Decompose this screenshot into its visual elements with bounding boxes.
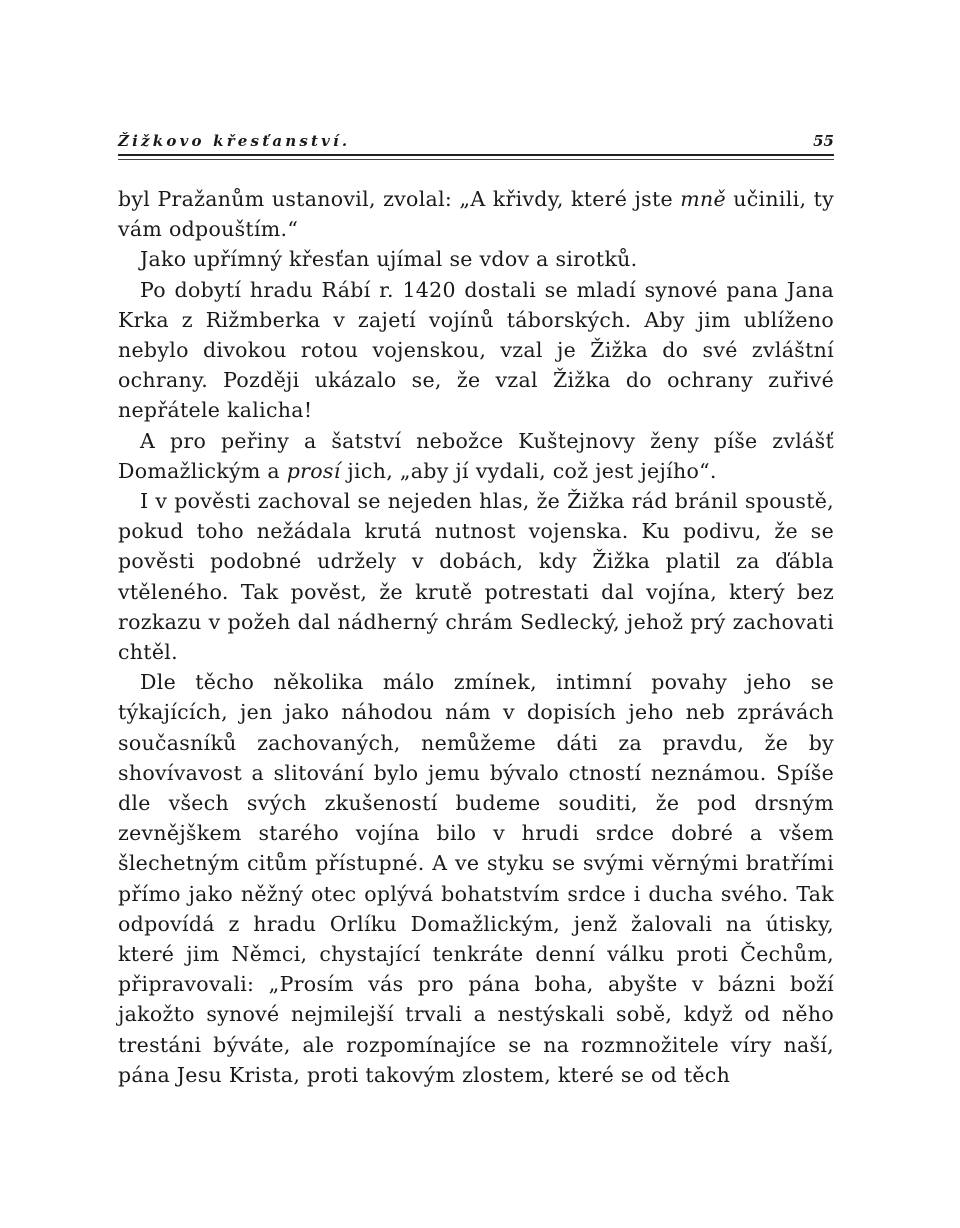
paragraph-text: jich, „aby jí vydali, což jest jejího“. — [340, 458, 717, 483]
book-page — [118, 130, 834, 1090]
paragraph-text: Jako upřímný křesťan ujímal se vdov a sirotků. — [140, 247, 638, 272]
body-text — [118, 184, 834, 1090]
paragraph-p2 — [118, 244, 834, 274]
running-title: Žižkovo křesťanství. — [118, 132, 351, 150]
page-number: 55 — [813, 132, 834, 150]
header-rule-thin — [118, 159, 834, 160]
paragraph-text: A pro peřiny a šatství nebožce Kuštejnovy ženy píše zvlášť Domažlickým a — [118, 428, 834, 483]
header-rule — [118, 154, 834, 156]
paragraph-text: byl Pražanům ustanovil, zvolal: „A křivdy, které jste — [118, 187, 681, 211]
emphasis-text: prosí — [286, 458, 341, 483]
paragraph-text: I v pověsti zachoval se nejeden hlas, že Žižka rád bránil spoustě, pokud toho nežádala krutá nutnost vojenska. Ku podivu, že se pověsti podobné udržely v dobách, kdy Žižka platil za ďábla vtěleného. Tak pověst, že krutě potrestati dal vojína, který bez rozkazu v požeh dal nádherný chrám Sedlecký, jehož prý zachovati chtěl. — [118, 489, 834, 665]
paragraph-text: učinili, ty vám odpouštím.“ — [118, 187, 834, 242]
paragraph-p5 — [118, 486, 834, 667]
paragraph-p6 — [118, 667, 834, 1090]
paragraph-p3 — [118, 275, 834, 426]
paragraph-text: Dle těcho několika málo zmínek, intimní povahy jeho se týkajících, jen jako náhodou nám v dopisích jeho neb zprávách současníků zachovaných, nemůžeme dáti za pravdu, že by shovívavost a slitování bylo jemu bývalo ctností neznámou. Spíše dle všech svých zkušeností budeme souditi, že pod drsným zevnějškem starého vojína bilo v hrudi srdce dobré a všem šlechetným citům přístupné. A ve styku se svými věrnými bratřími přímo jako něžný otec oplývá bohatstvím srdce i ducha svého. Tak odpovídá z hradu Orlíku Domažlickým, jenž žalovali na útisky, které jim Němci, chystající tenkráte denní válku proti Čechům, připravovali: „Prosím vás pro pána boha, abyšte v bázni boží jakožto synové nejmilejší trvali a nestýskali sobě, když od něho trestáni býváte, ale rozpomínajíce se na rozmnožitele víry naší, pána Jesu Krista, proti takovým zlostem, které se od těch — [118, 670, 834, 1087]
paragraph-text: Po dobytí hradu Rábí r. 1420 dostali se mladí synové pana Jana Krka z Rižmberka v zajetí vojínů táborských. Aby jim ublíženo nebylo divokou rotou vojenskou, vzal je Žižka do své zvláštní ochrany. Později ukázalo se, že vzal Žižka do ochrany zuřivé nepřátele kalicha! — [118, 277, 834, 423]
paragraph-p4 — [118, 426, 834, 486]
emphasis-text: mně — [680, 187, 726, 211]
running-header — [118, 130, 834, 154]
paragraph-p1 — [118, 184, 834, 244]
